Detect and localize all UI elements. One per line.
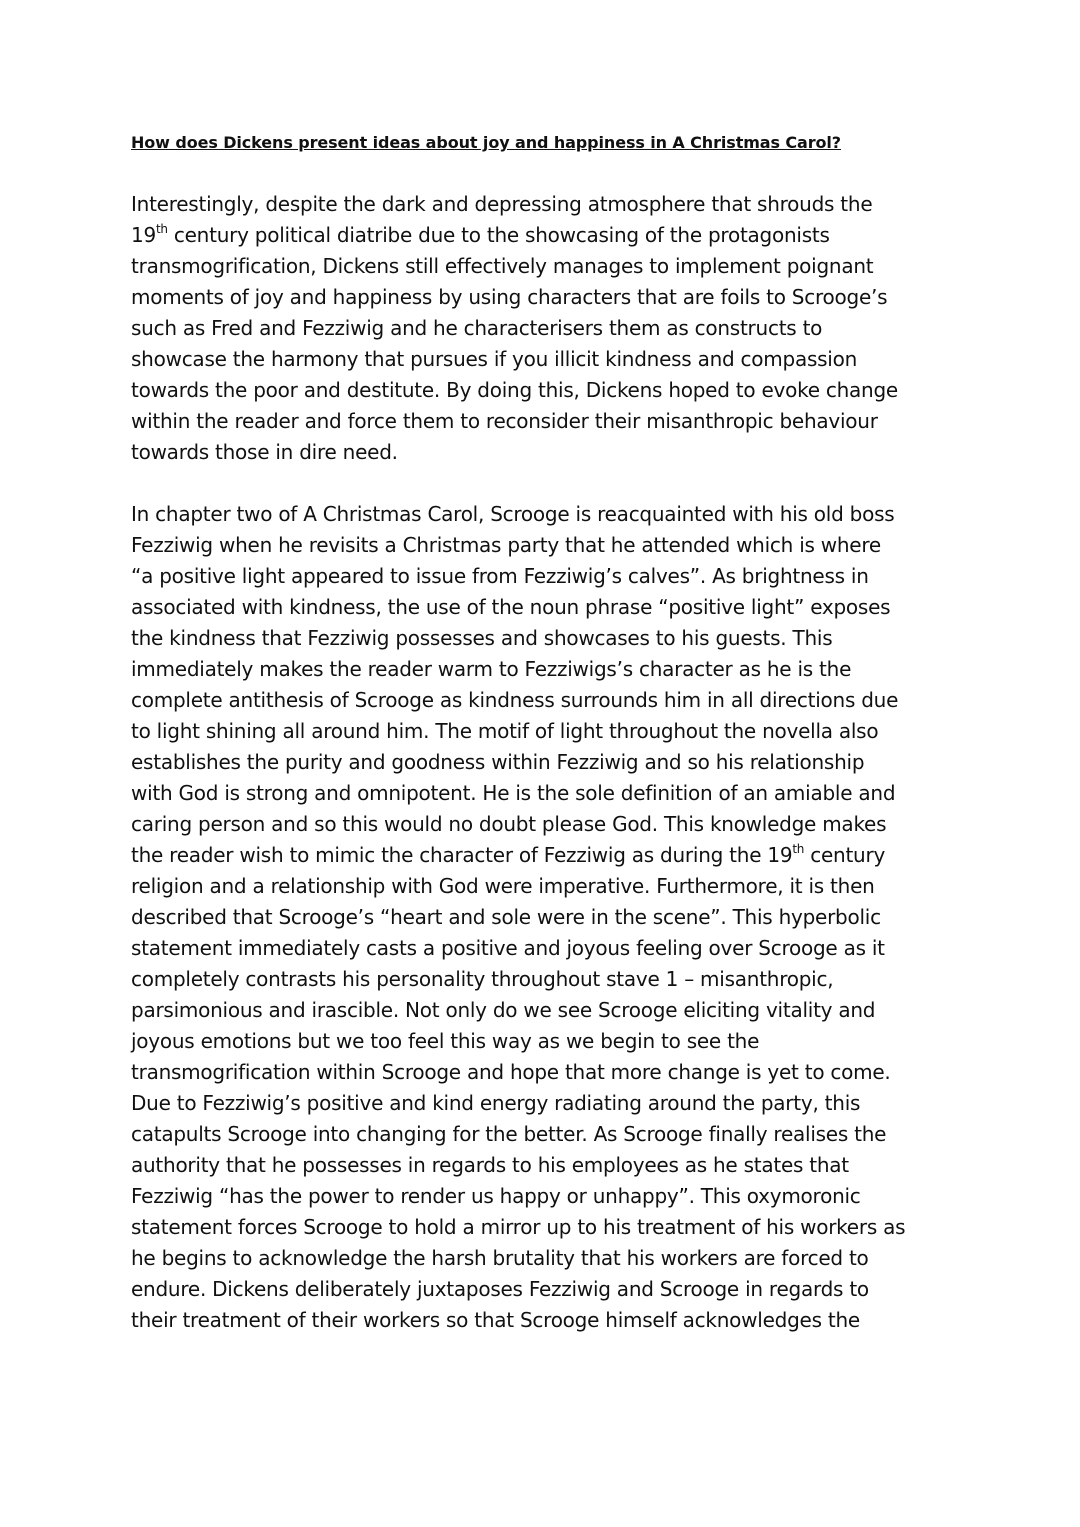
text-line: In chapter two of A Christmas Carol, Scrooge is reacquainted with his old boss [131,502,895,526]
text-line [131,220,961,251]
text-line: Fezziwig when he revisits a Christmas party that he attended which is where [131,533,881,557]
text-line: parsimonious and irascible. Not only do we see Scrooge eliciting vitality and [131,998,876,1022]
text-line: joyous emotions but we too feel this way as we begin to see the [131,1029,760,1053]
text-line: Interestingly, despite the dark and depressing atmosphere that shrouds the [131,192,873,216]
text-line: described that Scrooge’s “heart and sole were in the scene”. This hyperbolic [131,905,881,929]
text-line: “a positive light appeared to issue from Fezziwig’s calves”. As brightness in [131,564,869,588]
text-line: towards the poor and destitute. By doing this, Dickens hoped to evoke change [131,378,898,402]
text-line: authority that he possesses in regards to his employees as he states that [131,1153,849,1177]
text-line: completely contrasts his personality throughout stave 1 – misanthropic, [131,967,834,991]
text-line: immediately makes the reader warm to Fezziwigs’s character as he is the [131,657,852,681]
text-line: statement forces Scrooge to hold a mirror up to his treatment of his workers as [131,1215,906,1239]
text-line: Fezziwig “has the power to render us happy or unhappy”. This oxymoronic [131,1184,861,1208]
text-line: associated with kindness, the use of the noun phrase “positive light” exposes [131,595,891,619]
text-line: establishes the purity and goodness within Fezziwig and so his relationship [131,750,865,774]
text-line: within the reader and force them to reconsider their misanthropic behaviour [131,409,878,433]
text-segment: the reader wish to mimic the character of Fezziwig as during the 19 [131,843,793,867]
text-line: such as Fred and Fezziwig and he characterisers them as constructs to [131,316,823,340]
text-line: endure. Dickens deliberately juxtaposes Fezziwig and Scrooge in regards to [131,1277,869,1301]
text-line: Due to Fezziwig’s positive and kind energy radiating around the party, this [131,1091,861,1115]
text-line: complete antithesis of Scrooge as kindness surrounds him in all directions due [131,688,899,712]
text-segment: century political diatribe due to the showcasing of the protagonists [167,223,830,247]
text-line: catapults Scrooge into changing for the better. As Scrooge finally realises the [131,1122,887,1146]
essay-title: How does Dickens present ideas about joy and happiness in A Christmas Carol? [131,133,841,152]
text-line: their treatment of their workers so that Scrooge himself acknowledges the [131,1308,860,1332]
text-line: to light shining all around him. The motif of light throughout the novella also [131,719,879,743]
paragraph-introduction [131,189,961,468]
paragraph-body [131,499,961,1336]
text-line: moments of joy and happiness by using characters that are foils to Scrooge’s [131,285,888,309]
text-line: with God is strong and omnipotent. He is the sole definition of an amiable and [131,781,896,805]
text-line: transmogrification within Scrooge and hope that more change is yet to come. [131,1060,891,1084]
text-line: the kindness that Fezziwig possesses and showcases to his guests. This [131,626,833,650]
text-line: caring person and so this would no doubt please God. This knowledge makes [131,812,887,836]
superscript: th [792,842,805,857]
text-line: statement immediately casts a positive and joyous feeling over Scrooge as it [131,936,885,960]
text-line: showcase the harmony that pursues if you illicit kindness and compassion [131,347,858,371]
text-segment: century [804,843,886,867]
text-line: towards those in dire need. [131,440,398,464]
text-line [131,840,961,871]
superscript: th [155,222,168,237]
text-line: he begins to acknowledge the harsh brutality that his workers are forced to [131,1246,869,1270]
text-line: religion and a relationship with God were imperative. Furthermore, it is then [131,874,875,898]
text-line: transmogrification, Dickens still effectively manages to implement poignant [131,254,874,278]
text-segment: 19 [131,223,156,247]
